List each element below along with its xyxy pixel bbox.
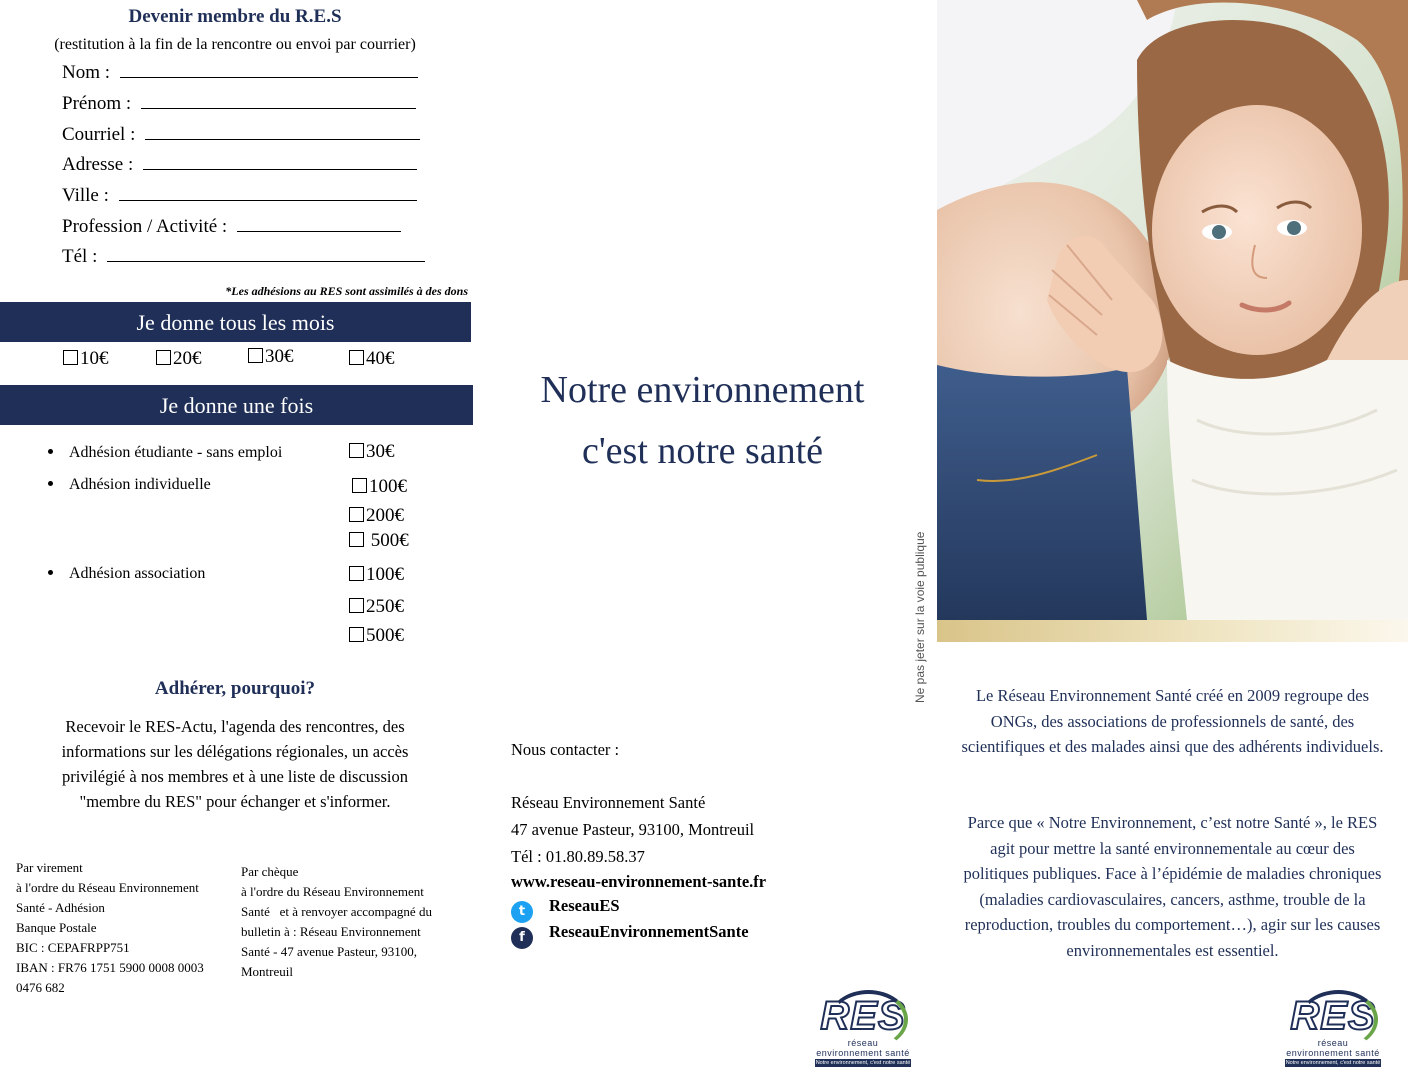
option-association: Adhésion association [48,565,205,583]
monthly-option-40[interactable]: 40€ [349,348,395,370]
checkbox[interactable] [156,350,171,365]
monthly-option-30[interactable]: 30€ [248,346,294,368]
checkbox[interactable] [349,627,364,642]
facebook-icon: f [511,927,533,949]
logo-letters: RES [1290,994,1376,1038]
payment-transfer: Par virement à l'ordre du Réseau Environnement Santé - Adhésion Banque Postale BIC : CEPAFRPP751 IBAN : FR76 1751 5900 0008 0003 0476 682 [16,860,204,995]
checkbox[interactable] [349,443,364,458]
once-banner: Je donne une fois [0,385,473,425]
option-individuelle: Adhésion individuelle [48,476,211,494]
checkbox[interactable] [349,598,364,613]
membership-subtitle: (restitution à la fin de la rencontre ou envoi par courrier) [54,36,416,53]
contact-website[interactable]: www.reseau-environnement-sante.fr [511,872,767,891]
individuelle-500[interactable]: 500€ [349,530,409,552]
twitter-icon: t [511,901,533,923]
vertical-note: Ne pas jeter sur la voie publique [913,531,927,703]
twitter-link[interactable]: t ReseauES [511,896,620,923]
membership-title: Devenir membre du R.E.S [128,6,342,27]
field-profession[interactable]: Profession / Activité : [62,216,401,238]
child-photo [937,0,1408,620]
res-logo [815,994,911,1066]
checkbox[interactable] [63,350,78,365]
field-tel[interactable]: Tél : [62,246,425,268]
donation-note: *Les adhésions au RES sont assimilés à des dons [225,284,468,298]
field-courriel[interactable]: Courriel : [62,124,420,146]
field-nom[interactable]: Nom : [62,62,418,84]
field-ville[interactable]: Ville : [62,185,417,207]
association-500[interactable]: 500€ [349,625,404,647]
main-title: Notre environnement c'est notre santé [540,369,865,472]
logo-tagline: Notre environnement, c'est notre santé [815,1060,911,1066]
logo-letters: RES [820,994,906,1038]
why-text: Recevoir le RES-Actu, l'agenda des rencontres, des informations sur les délégations régionales, un accès privilégié à nos membres et à une liste de discussion "membre du RES" pour échanger et s'informer. [61,717,409,811]
logo-ring [1299,990,1378,1049]
checkbox[interactable] [352,478,367,493]
contact-org: Réseau Environnement Santé [511,793,706,812]
about-paragraph-1: Le Réseau Environnement Santé créé en 2009 regroupe des ONGs, des associations de professionnels de santé, des scientifiques et des malades ainsi que des adhérents individuels. [961,686,1384,756]
monthly-banner: Je donne tous les mois [0,302,471,342]
gold-band [937,620,1408,642]
monthly-option-10[interactable]: 10€ [63,348,109,370]
checkbox[interactable] [349,566,364,581]
association-250[interactable]: 250€ [349,596,404,618]
field-prenom[interactable]: Prénom : [62,93,416,115]
res-logo-right [1285,994,1381,1066]
logo-caption: réseau environnement santé [1286,1038,1380,1058]
field-adresse[interactable]: Adresse : [62,154,417,176]
logo-tagline: Notre environnement, c'est notre santé [1285,1060,1381,1066]
individuelle-100[interactable]: 100€ [352,476,407,498]
monthly-option-20[interactable]: 20€ [156,348,202,370]
logo-ring [829,990,908,1049]
facebook-link[interactable]: f ReseauEnvironnementSante [511,922,749,949]
option-etudiante: Adhésion étudiante - sans emploi [48,444,282,462]
contact-address: 47 avenue Pasteur, 93100, Montreuil [511,820,755,839]
checkbox[interactable] [349,350,364,365]
checkbox[interactable] [248,348,263,363]
about-paragraph-2: Parce que « Notre Environnement, c’est notre Santé », le RES agit pour mettre la santé environnementale au cœur des politiques publiques. Face à l’épidémie de maladies chroniques (maladies cardiovasculaires, cancers, asthme, trouble de la reproduction, troubles du comportement…), agir sur les causes environnementales est essentiel. [963,813,1382,960]
association-100[interactable]: 100€ [349,564,404,586]
etudiante-30[interactable]: 30€ [349,441,395,463]
checkbox[interactable] [349,532,364,547]
contact-phone: Tél : 01.80.89.58.37 [511,847,645,866]
payment-cheque: Par chèque à l'ordre du Réseau Environnement Santé et à renvoyer accompagné du bulletin à : Réseau Environnement Santé - 47 avenue Pasteur, 93100, Montreuil [241,864,432,979]
contact-label: Nous contacter : [511,740,620,759]
individuelle-200[interactable]: 200€ [349,505,404,527]
why-title: Adhérer, pourquoi? [154,678,316,699]
checkbox[interactable] [349,507,364,522]
logo-caption: réseau environnement santé [816,1038,910,1058]
